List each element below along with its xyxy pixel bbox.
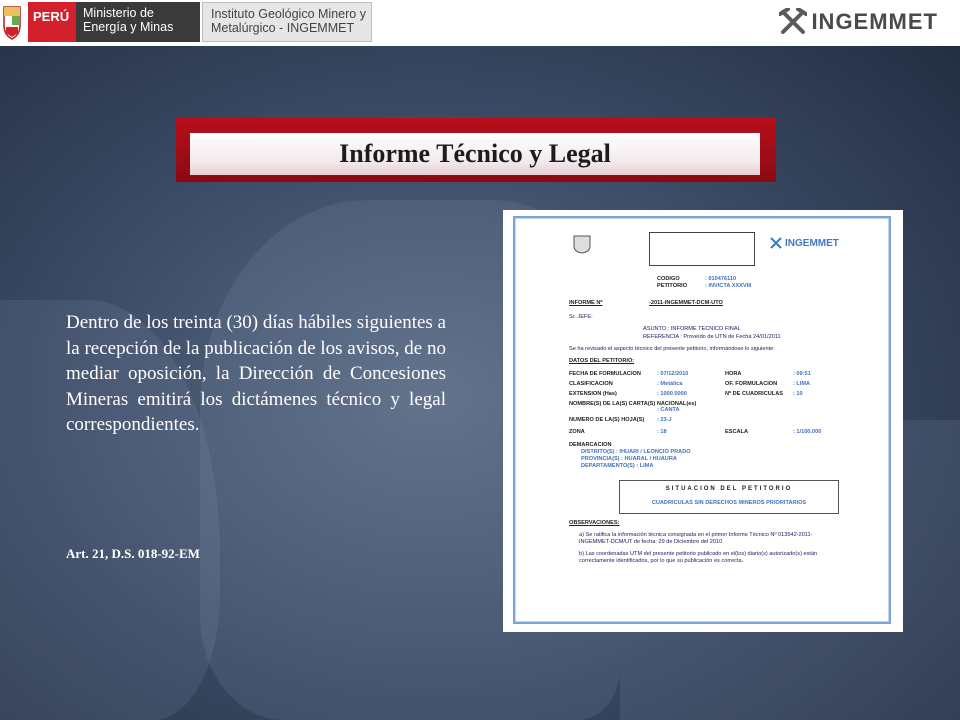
coat-of-arms-icon [2,3,22,41]
doc-situacion-value: CUADRICULAS SIN DERECHOS MINEROS PRIORITARIOS [651,500,807,506]
document-frame [513,216,891,624]
doc-stamp-box [649,232,755,266]
peru-label: PERÚ [28,2,76,42]
doc-row-label: ZONA [569,429,585,435]
doc-row-label: HORA [725,371,742,377]
document-image [503,210,903,632]
doc-referencia: REFERENCIA : Proveído de UTN de Fecha 24/01/2011 [643,334,781,340]
ingemmet-logo [779,2,938,42]
brand-label: INGEMMET [811,9,938,34]
page-title: Informe Técnico y Legal [339,139,611,168]
title-banner [176,118,776,182]
doc-row-label: Nº DE CUADRICULAS [725,391,783,397]
institute-label: Instituto Geológico Minero y Metalúrgico - INGEMMET [202,2,372,42]
doc-row-value: : 18 [657,429,667,435]
body-paragraph: Dentro de los treinta (30) días hábiles siguientes a la recepción de la publicación de los avisos, de no mediar oposición, la Dirección de Concesiones Mineras emitirá los dictámenes técnico y legal correspondientes. [66,312,446,435]
doc-row-value: : 1000.0000 [657,391,687,397]
doc-hammers-icon [769,236,783,250]
doc-distrito: DISTRITO(S) : IHUARI / LEONCIO PRADO [581,449,691,455]
doc-informe-label: INFORME Nº [569,300,603,306]
doc-datos-heading: DATOS DEL PETITORIO: [569,358,635,364]
doc-brand: INGEMMET [785,238,839,249]
header-bar [0,0,960,46]
legal-citation: Art. 21, D.S. 018-92-EM [66,546,200,561]
doc-row-label: ESCALA [725,429,748,435]
doc-informe-value: -2011-INGEMMET-DCM-UTO [649,300,723,306]
doc-row-label: OF. FORMULACION [725,381,778,387]
doc-row-label: NOMBRE(S) DE LA(S) CARTA(S) NACIONAL(es) [569,401,697,407]
title-banner-front [190,133,760,175]
doc-departamento: DEPARTAMENTO(S) : LIMA [581,463,654,469]
doc-intro: Se ha revisado el aspecto técnico del presente petitorio, informándose lo siguiente: [569,346,775,352]
doc-row-value: : CANTA [657,407,680,413]
doc-sr-jefe: Sr. JEFE: [569,314,593,320]
doc-observaciones-heading: OBSERVACIONES: [569,520,620,526]
doc-row-value: : 09:51 [793,371,811,377]
doc-row-label: FECHA DE FORMULACION [569,371,641,377]
doc-row-value: : 10 [793,391,803,397]
doc-petitorio-value: : INVICTA XXXVIII [705,283,752,289]
doc-row-value: : LIMA [793,381,811,387]
doc-row-value: : 23-J [657,417,672,423]
doc-row-value: : 1/100,000 [793,429,822,435]
doc-codigo-label: CODIGO [657,276,680,282]
doc-provincia: PROVINCIA(S) : HUARAL / HUAURA [581,456,677,462]
doc-row-label: NUMERO DE LA(S) HOJA(S) [569,417,645,423]
doc-situacion-title: SITUACION DEL PETITORIO [665,486,793,492]
doc-observacion-b: b) Las coordenadas UTM del presente petitorio publicado en el(los) diario(s) autorizado(s) están correctamente identificados, por lo que su publicación es correcta. [579,551,818,564]
government-logo [0,0,376,46]
doc-row-value: : 07/12/2010 [657,371,689,377]
doc-petitorio-label: PETITORIO [657,283,688,289]
doc-asunto: ASUNTO : INFORME TECNICO FINAL [643,326,741,332]
doc-row-value: : Metálica [657,381,683,387]
doc-observacion-a: a) Se ratifica la información técnica consignada en el primer Informe Técnico Nº 013542-2011-INGEMMET-DCM/UT de fecha: 29 de Diciembre del 2010 [579,532,813,545]
ministry-label: Ministerio de Energía y Minas [76,2,200,42]
doc-demarcacion-label: DEMARCACION [569,442,612,448]
doc-situacion-box [619,480,839,514]
doc-row-label: EXTENSION (Has) [569,391,617,397]
crossed-hammers-icon [779,8,807,36]
doc-codigo-value: : 010476110 [705,276,737,282]
doc-row-label: CLASIFICACION [569,381,613,387]
doc-crest-icon [571,234,593,254]
